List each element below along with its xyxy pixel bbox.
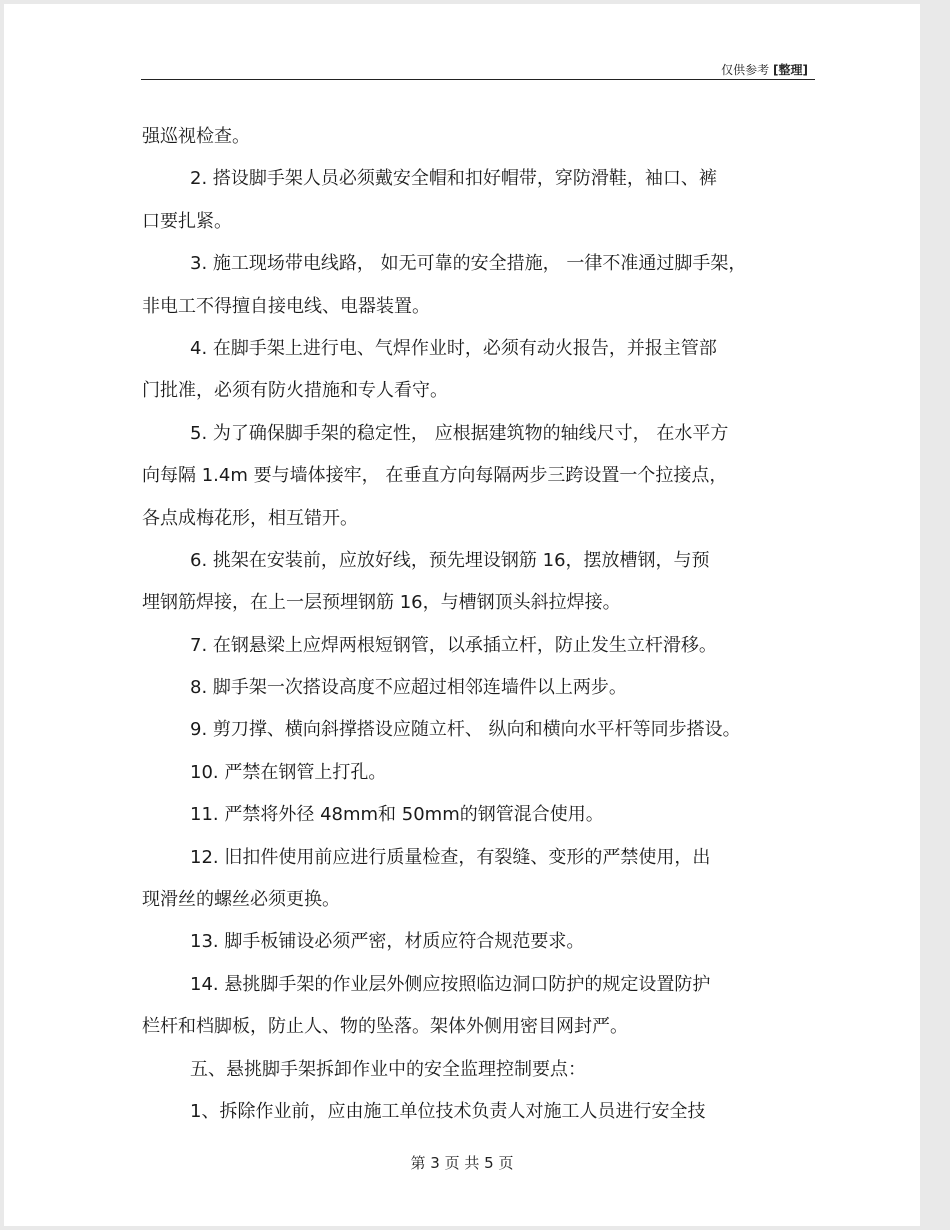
- text-line: 口要扎紧。: [142, 210, 232, 232]
- header-note-bracket: [整理]: [773, 63, 808, 77]
- text-line: 非电工不得擅自接电线、电器装置。: [142, 295, 430, 317]
- text-line: 12. 旧扣件使用前应进行质量检查，有裂缝、变形的严禁使用，出: [190, 846, 711, 868]
- text-line: 9. 剪刀撑、横向斜撑搭设应随立杆、 纵向和横向水平杆等同步搭设。: [190, 719, 741, 741]
- header-note: [721, 61, 808, 78]
- document-page: [4, 4, 920, 1226]
- text-line: 1、拆除作业前，应由施工单位技术负责人对施工人员进行安全技: [190, 1100, 706, 1122]
- text-line: 门批准，必须有防火措施和专人看守。: [142, 380, 448, 402]
- text-line: 现滑丝的螺丝必须更换。: [142, 889, 340, 911]
- text-line: 强巡视检查。: [142, 126, 250, 147]
- text-line: 5. 为了确保脚手架的稳定性， 应根据建筑物的轴线尺寸， 在水平方: [190, 422, 729, 444]
- text-line: 13. 脚手板铺设必须严密，材质应符合规范要求。: [190, 931, 585, 953]
- text-line: 14. 悬挑脚手架的作业层外侧应按照临边洞口防护的规定设置防护: [190, 973, 711, 995]
- text-line: 埋钢筋焊接，在上一层预埋钢筋 16，与槽钢顶头斜拉焊接。: [142, 592, 621, 614]
- header-note-prefix: 仅供参考: [721, 63, 770, 77]
- header-rule: [141, 79, 815, 80]
- text-line: 各点成梅花形，相互错开。: [142, 507, 358, 529]
- text-line: 4. 在脚手架上进行电、气焊作业时，必须有动火报告，并报主管部: [190, 337, 717, 359]
- text-line: 栏杆和档脚板，防止人、物的坠落。架体外侧用密目网封严。: [142, 1016, 628, 1038]
- text-line: 五、悬挑脚手架拆卸作业中的安全监理控制要点：: [190, 1058, 586, 1080]
- text-line: 7. 在钢悬梁上应焊两根短钢管，以承插立杆，防止发生立杆滑移。: [190, 634, 717, 656]
- text-line: 向每隔 1.4m 要与墙体接牢， 在垂直方向每隔两步三跨设置一个拉接点，: [142, 465, 728, 487]
- body-text: [142, 116, 822, 1133]
- text-line: 11. 严禁将外径 48mm和 50mm的钢管混合使用。: [190, 804, 604, 826]
- text-line: 10. 严禁在钢管上打孔。: [190, 761, 387, 783]
- text-line: 8. 脚手架一次搭设高度不应超过相邻连墙件以上两步。: [190, 677, 627, 699]
- text-line: 6. 挑架在安装前，应放好线，预先埋设钢筋 16，摆放槽钢，与预: [190, 549, 710, 571]
- text-line: 2. 搭设脚手架人员必须戴安全帽和扣好帽带，穿防滑鞋，袖口、裤: [190, 168, 717, 190]
- page-footer: 第 3 页 共 5 页: [410, 1154, 514, 1172]
- text-line: 3. 施工现场带电线路， 如无可靠的安全措施， 一律不准通过脚手架，: [190, 253, 747, 275]
